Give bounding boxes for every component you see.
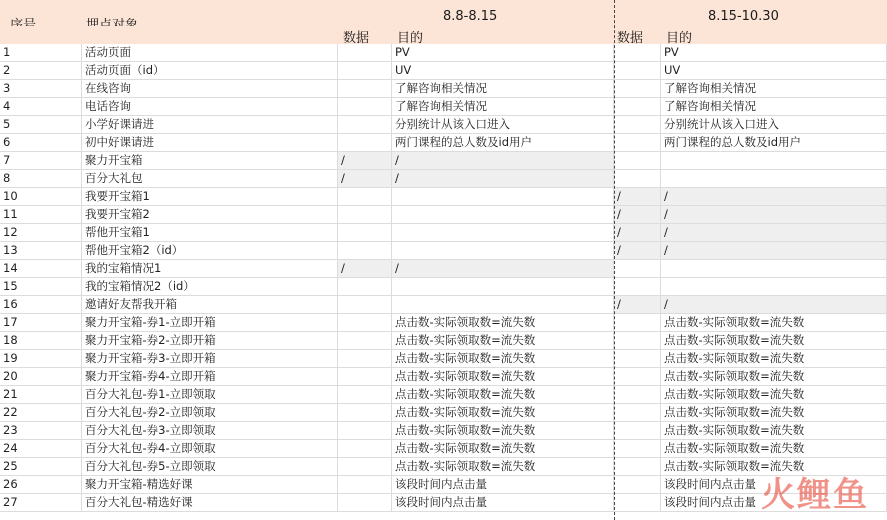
table-row (0, 476, 887, 494)
cell-data-2[interactable] (614, 314, 661, 332)
cell-seq[interactable]: 25 (0, 458, 82, 476)
cell-data-2[interactable] (614, 440, 661, 458)
cell-data-2[interactable] (614, 62, 661, 80)
cell-purpose-2[interactable]: / (661, 296, 887, 314)
cell-purpose-1[interactable]: 了解咨询相关情况 (392, 80, 614, 98)
cell-purpose-2[interactable]: 该段时间内点击量 (661, 476, 887, 494)
cell-purpose-2[interactable]: 了解咨询相关情况 (661, 98, 887, 116)
cell-data-1[interactable] (338, 332, 392, 350)
header-row-2 (0, 26, 887, 44)
cell-data-2[interactable] (614, 386, 661, 404)
cell-seq[interactable]: 13 (0, 242, 82, 260)
cell-object[interactable]: 我要开宝箱2 (82, 206, 338, 224)
cell-data-2[interactable]: / (614, 188, 661, 206)
watermark-logo (761, 467, 869, 516)
cell-data-2[interactable] (614, 98, 661, 116)
cell-seq[interactable]: 8 (0, 170, 82, 188)
cell-purpose-2[interactable]: 点击数-实际领取数=流失数 (661, 458, 887, 476)
table-row (0, 44, 887, 62)
cell-seq[interactable]: 2 (0, 62, 82, 80)
cell-seq[interactable]: 23 (0, 422, 82, 440)
cell-data-1[interactable]: / (338, 170, 392, 188)
cell-object[interactable]: 聚力开宝箱-精选好课 (82, 476, 338, 494)
cell-data-2[interactable] (614, 134, 661, 152)
table-row (0, 422, 887, 440)
cell-purpose-2[interactable]: 点击数-实际领取数=流失数 (661, 332, 887, 350)
cell-purpose-2[interactable]: 了解咨询相关情况 (661, 80, 887, 98)
table-row (0, 224, 887, 242)
cell-data-2[interactable] (614, 422, 661, 440)
cell-purpose-1[interactable]: 两门课程的总人数及id用户 (392, 134, 614, 152)
cell-object[interactable]: 小学好课请进 (82, 116, 338, 134)
table-row (0, 386, 887, 404)
table-row (0, 134, 887, 152)
cell-purpose-1[interactable]: 该段时间内点击量 (392, 494, 614, 512)
cell-purpose-1[interactable] (392, 224, 614, 242)
cell-purpose-2[interactable]: 点击数-实际领取数=流失数 (661, 422, 887, 440)
cell-data-1[interactable] (338, 386, 392, 404)
cell-data-1[interactable] (338, 476, 392, 494)
cell-purpose-1[interactable]: 点击数-实际领取数=流失数 (392, 332, 614, 350)
cell-object[interactable]: 帮他开宝箱2（id） (82, 242, 338, 260)
cell-data-1[interactable] (338, 278, 392, 296)
cell-purpose-2[interactable]: 点击数-实际领取数=流失数 (661, 404, 887, 422)
cell-seq[interactable]: 5 (0, 116, 82, 134)
table-row (0, 98, 887, 116)
cell-purpose-1[interactable] (392, 206, 614, 224)
table-row (0, 440, 887, 458)
cell-purpose-1[interactable] (392, 296, 614, 314)
cell-seq[interactable]: 3 (0, 80, 82, 98)
cell-object[interactable]: 我的宝箱情况1 (82, 260, 338, 278)
period-divider (614, 0, 615, 520)
cell-seq[interactable]: 10 (0, 188, 82, 206)
cell-purpose-2[interactable] (661, 278, 887, 296)
cell-object[interactable]: 百分大礼包-券2-立即领取 (82, 404, 338, 422)
cell-object[interactable]: 聚力开宝箱-券2-立即开箱 (82, 332, 338, 350)
cell-purpose-2[interactable]: UV (661, 62, 887, 80)
cell-seq[interactable]: 21 (0, 386, 82, 404)
cell-purpose-2[interactable]: 该段时间内点击量 (661, 494, 887, 512)
cell-purpose-2[interactable]: 点击数-实际领取数=流失数 (661, 314, 887, 332)
cell-object[interactable]: 活动页面 (82, 44, 338, 62)
cell-purpose-2[interactable]: 点击数-实际领取数=流失数 (661, 368, 887, 386)
table-row (0, 170, 887, 188)
cell-purpose-2[interactable]: / (661, 242, 887, 260)
header-purpose-1: 目的 (397, 31, 424, 46)
cell-object[interactable]: 电话咨询 (82, 98, 338, 116)
table-row (0, 368, 887, 386)
table-row (0, 260, 887, 278)
table-row (0, 494, 887, 512)
table-row (0, 206, 887, 224)
cell-object[interactable]: 百分大礼包-券4-立即领取 (82, 440, 338, 458)
cell-data-2[interactable] (614, 494, 661, 512)
cell-purpose-1[interactable]: PV (392, 44, 614, 62)
cell-object[interactable]: 帮他开宝箱1 (82, 224, 338, 242)
cell-seq[interactable]: 14 (0, 260, 82, 278)
cell-data-2[interactable] (614, 80, 661, 98)
cell-data-1[interactable] (338, 44, 392, 62)
cell-seq[interactable]: 16 (0, 296, 82, 314)
table-row (0, 188, 887, 206)
cell-purpose-1[interactable]: 点击数-实际领取数=流失数 (392, 368, 614, 386)
table-row (0, 152, 887, 170)
cell-purpose-2[interactable] (661, 260, 887, 278)
cell-purpose-2[interactable] (661, 152, 887, 170)
cell-data-2[interactable] (614, 404, 661, 422)
cell-seq[interactable]: 1 (0, 44, 82, 62)
cell-object[interactable]: 百分大礼包-券1-立即领取 (82, 386, 338, 404)
cell-seq[interactable]: 4 (0, 98, 82, 116)
cell-purpose-2[interactable]: 两门课程的总人数及id用户 (661, 134, 887, 152)
cell-data-2[interactable] (614, 476, 661, 494)
cell-purpose-1[interactable]: UV (392, 62, 614, 80)
cell-purpose-1[interactable]: 点击数-实际领取数=流失数 (392, 440, 614, 458)
cell-data-2[interactable] (614, 278, 661, 296)
cell-purpose-1[interactable] (392, 278, 614, 296)
cell-data-1[interactable] (338, 350, 392, 368)
cell-data-1[interactable] (338, 296, 392, 314)
cell-purpose-1[interactable] (392, 188, 614, 206)
cell-data-1[interactable] (338, 458, 392, 476)
table-row (0, 332, 887, 350)
cell-object[interactable]: 活动页面（id） (82, 62, 338, 80)
cell-seq[interactable]: 11 (0, 206, 82, 224)
cell-seq[interactable]: 20 (0, 368, 82, 386)
cell-object[interactable]: 在线咨询 (82, 80, 338, 98)
cell-data-2[interactable] (614, 152, 661, 170)
cell-data-2[interactable] (614, 368, 661, 386)
cell-data-1[interactable] (338, 242, 392, 260)
cell-seq[interactable]: 17 (0, 314, 82, 332)
cell-data-1[interactable]: / (338, 152, 392, 170)
cell-object[interactable]: 百分大礼包-券5-立即领取 (82, 458, 338, 476)
cell-object[interactable]: 百分大礼包 (82, 170, 338, 188)
table-row (0, 350, 887, 368)
table-row (0, 116, 887, 134)
cell-seq[interactable]: 18 (0, 332, 82, 350)
cell-object[interactable]: 百分大礼包-券3-立即领取 (82, 422, 338, 440)
cell-data-2[interactable] (614, 350, 661, 368)
cell-purpose-1[interactable]: / (392, 152, 614, 170)
cell-purpose-2[interactable]: / (661, 206, 887, 224)
cell-object[interactable]: 百分大礼包-精选好课 (82, 494, 338, 512)
cell-data-1[interactable] (338, 368, 392, 386)
cell-object[interactable]: 聚力开宝箱-券4-立即开箱 (82, 368, 338, 386)
table-row (0, 62, 887, 80)
cell-purpose-2[interactable]: PV (661, 44, 887, 62)
cell-purpose-2[interactable]: 点击数-实际领取数=流失数 (661, 350, 887, 368)
cell-data-1[interactable] (338, 98, 392, 116)
cell-data-1[interactable] (338, 440, 392, 458)
cell-data-2[interactable] (614, 170, 661, 188)
cell-purpose-2[interactable]: 点击数-实际领取数=流失数 (661, 386, 887, 404)
cell-purpose-1[interactable]: 点击数-实际领取数=流失数 (392, 314, 614, 332)
cell-seq[interactable]: 15 (0, 278, 82, 296)
cell-data-2[interactable]: / (614, 206, 661, 224)
header-purpose-2: 目的 (666, 31, 693, 46)
cell-data-1[interactable] (338, 206, 392, 224)
cell-purpose-2[interactable]: / (661, 188, 887, 206)
cell-data-1[interactable] (338, 62, 392, 80)
cell-object[interactable]: 聚力开宝箱 (82, 152, 338, 170)
cell-data-1[interactable] (338, 314, 392, 332)
cell-data-1[interactable] (338, 116, 392, 134)
header-period-2: 8.15-10.30 (708, 9, 779, 24)
table-row (0, 404, 887, 422)
cell-data-2[interactable]: / (614, 242, 661, 260)
cell-data-2[interactable]: / (614, 224, 661, 242)
cell-data-1[interactable] (338, 494, 392, 512)
table-row (0, 80, 887, 98)
table-row (0, 314, 887, 332)
cell-purpose-1[interactable]: 点击数-实际领取数=流失数 (392, 350, 614, 368)
cell-seq[interactable]: 24 (0, 440, 82, 458)
cell-purpose-2[interactable] (661, 170, 887, 188)
table-row (0, 458, 887, 476)
cell-purpose-1[interactable]: / (392, 260, 614, 278)
table-row (0, 278, 887, 296)
cell-seq[interactable]: 27 (0, 494, 82, 512)
cell-purpose-1[interactable]: 点击数-实际领取数=流失数 (392, 422, 614, 440)
cell-purpose-1[interactable]: 点击数-实际领取数=流失数 (392, 386, 614, 404)
watermark-text: 火鲤鱼 (761, 475, 869, 515)
header-data-1: 数据 (343, 31, 370, 46)
cell-seq[interactable]: 22 (0, 404, 82, 422)
table-row (0, 296, 887, 314)
cell-data-1[interactable] (338, 422, 392, 440)
header-data-2: 数据 (617, 31, 644, 46)
cell-data-1[interactable] (338, 188, 392, 206)
cell-purpose-1[interactable]: 该段时间内点击量 (392, 476, 614, 494)
cell-data-2[interactable] (614, 260, 661, 278)
cell-purpose-1[interactable]: 点击数-实际领取数=流失数 (392, 458, 614, 476)
cell-purpose-2[interactable]: 点击数-实际领取数=流失数 (661, 440, 887, 458)
header-period-1: 8.8-8.15 (443, 9, 498, 24)
cell-object[interactable]: 我的宝箱情况2（id） (82, 278, 338, 296)
cell-object[interactable]: 聚力开宝箱-券3-立即开箱 (82, 350, 338, 368)
cell-seq[interactable]: 12 (0, 224, 82, 242)
header-row-1 (0, 0, 887, 26)
cell-data-1[interactable] (338, 134, 392, 152)
cell-data-2[interactable] (614, 116, 661, 134)
cell-purpose-1[interactable]: 了解咨询相关情况 (392, 98, 614, 116)
cell-object[interactable]: 邀请好友帮我开箱 (82, 296, 338, 314)
cell-seq[interactable]: 26 (0, 476, 82, 494)
cell-data-1[interactable] (338, 404, 392, 422)
cell-seq[interactable]: 6 (0, 134, 82, 152)
cell-data-2[interactable] (614, 332, 661, 350)
cell-data-2[interactable] (614, 458, 661, 476)
cell-seq[interactable]: 7 (0, 152, 82, 170)
cell-data-1[interactable]: / (338, 260, 392, 278)
cell-data-1[interactable] (338, 80, 392, 98)
cell-object[interactable]: 我要开宝箱1 (82, 188, 338, 206)
cell-purpose-2[interactable]: / (661, 224, 887, 242)
cell-data-1[interactable] (338, 224, 392, 242)
table-row (0, 242, 887, 260)
cell-purpose-1[interactable] (392, 242, 614, 260)
cell-purpose-1[interactable]: 分别统计从该入口进入 (392, 116, 614, 134)
cell-data-2[interactable]: / (614, 296, 661, 314)
cell-seq[interactable]: 19 (0, 350, 82, 368)
cell-purpose-2[interactable]: 分别统计从该入口进入 (661, 116, 887, 134)
cell-purpose-1[interactable]: 点击数-实际领取数=流失数 (392, 404, 614, 422)
cell-object[interactable]: 聚力开宝箱-券1-立即开箱 (82, 314, 338, 332)
cell-data-2[interactable] (614, 44, 661, 62)
cell-object[interactable]: 初中好课请进 (82, 134, 338, 152)
cell-purpose-1[interactable]: / (392, 170, 614, 188)
